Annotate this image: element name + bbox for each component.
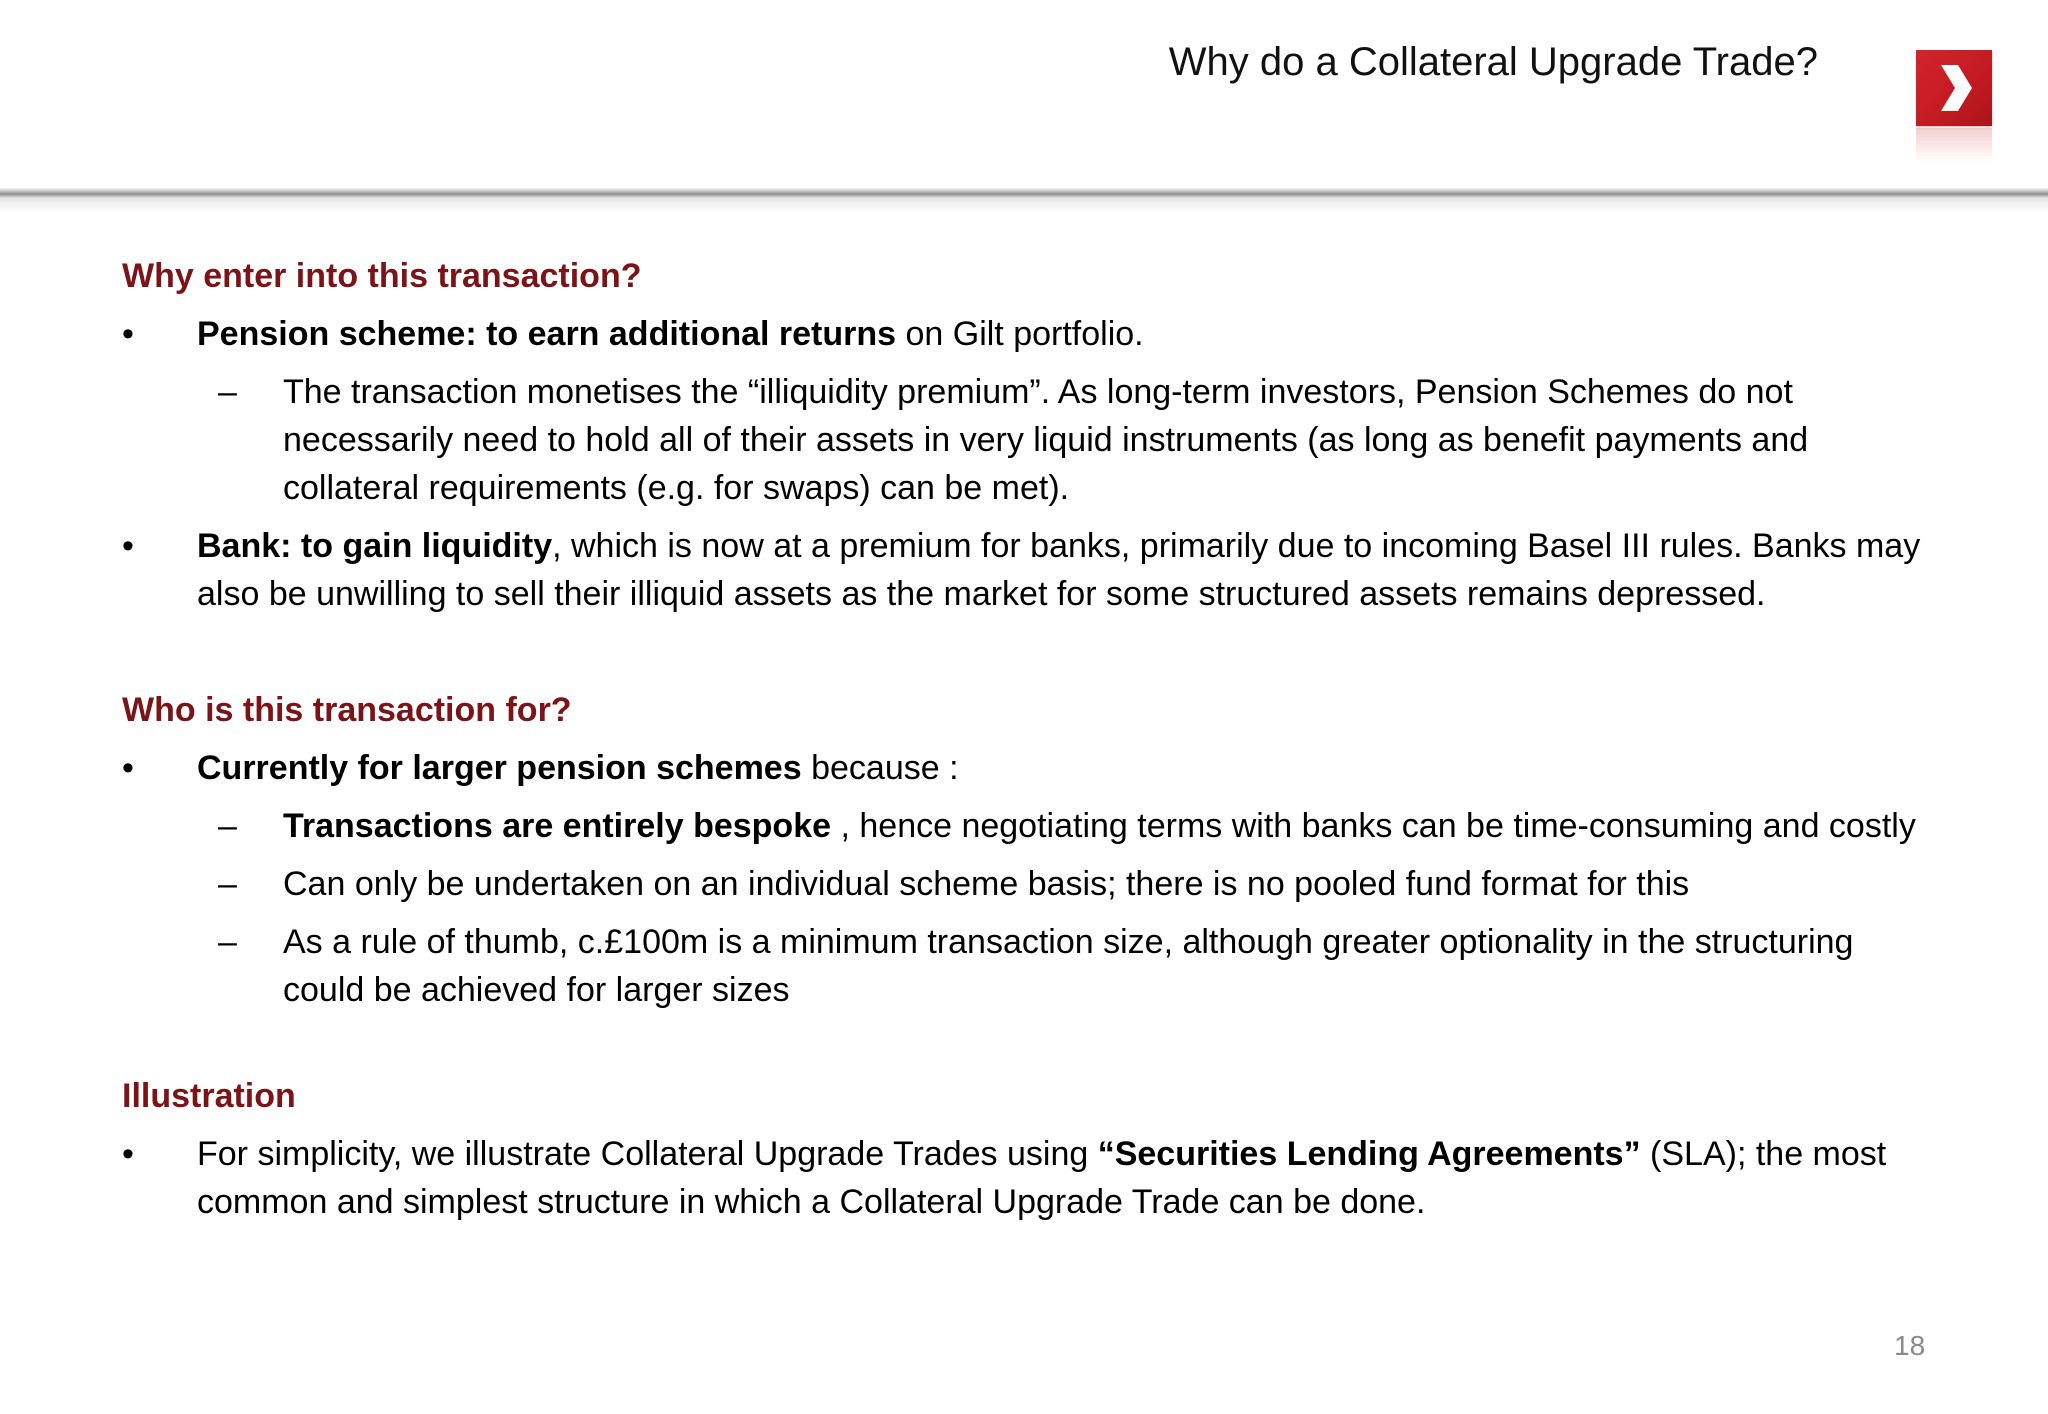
- bullet-text: because :: [801, 749, 959, 787]
- section-heading-illustration: Illustration: [122, 1077, 296, 1115]
- bullet-text: For simplicity, we illustrate Collateral Upgrade Trades using: [197, 1135, 1098, 1173]
- section-heading-why-enter: Why enter into this transaction?: [122, 257, 642, 295]
- slide-title: Why do a Collateral Upgrade Trade?: [1168, 40, 1818, 84]
- subbullet-text: As a rule of thumb, c.£100m is a minimum transaction size, although greater optionality in the structuring could be achieved for larger sizes: [283, 923, 1854, 1009]
- bullet-bold-text: Currently for larger pension schemes: [197, 749, 802, 787]
- chevron-right-icon: [1916, 50, 1992, 126]
- bullet-marker: •: [122, 749, 134, 787]
- bullet-bold-text: “Securities Lending Agreements”: [1097, 1135, 1641, 1173]
- bullet-bold-text: Pension scheme: to earn additional returns: [197, 315, 897, 353]
- subbullet-individual-basis: [122, 860, 1942, 908]
- subbullet-bold-text: Transactions are entirely bespoke: [283, 807, 832, 845]
- dash-marker: –: [218, 923, 237, 961]
- bullet-marker: •: [122, 527, 134, 565]
- dash-marker: –: [218, 865, 237, 903]
- subbullet-text: Can only be undertaken on an individual scheme basis; there is no pooled fund format for this: [283, 865, 1690, 903]
- section-spacer: [122, 1024, 1942, 1072]
- bullet-sla: [122, 1130, 1942, 1226]
- bullet-bank-liquidity: [122, 522, 1942, 618]
- subbullet-illiquidity-premium: [122, 368, 1942, 512]
- section-spacer: [122, 628, 1942, 686]
- company-logo: [1916, 50, 1992, 126]
- page-number: 18: [1894, 1330, 1926, 1361]
- bullet-marker: •: [122, 1135, 134, 1173]
- subbullet-minimum-size: [122, 918, 1942, 1014]
- bullet-text: on Gilt portfolio.: [896, 315, 1144, 353]
- bullet-marker: •: [122, 315, 134, 353]
- header-divider: [0, 188, 2048, 198]
- logo-reflection: [1916, 128, 1992, 162]
- bullet-bold-text: Bank: to gain liquidity: [197, 527, 553, 565]
- slide-content: [122, 252, 1942, 1236]
- bullet-pension-scheme: [122, 310, 1942, 358]
- subbullet-text: , hence negotiating terms with banks can be time-consuming and costly: [831, 807, 1916, 845]
- bullet-larger-schemes: [122, 744, 1942, 792]
- header-divider-shadow: [0, 198, 2048, 212]
- subbullet-bespoke: [122, 802, 1942, 850]
- bullet-text: , which is now at a premium for banks, primarily due to incoming Basel III rules. Banks may also be unwilling to sell their illiquid assets as the market for some structured assets remains depressed.: [197, 527, 1921, 613]
- dash-marker: –: [218, 807, 237, 845]
- dash-marker: –: [218, 373, 237, 411]
- bullet-text: (SLA); the most common and simplest structure in which a Collateral Upgrade Trade can be done.: [197, 1135, 1887, 1221]
- section-heading-who-for: Who is this transaction for?: [122, 691, 572, 729]
- subbullet-text: The transaction monetises the “illiquidity premium”. As long-term investors, Pension Schemes do not necessarily need to hold all of their assets in very liquid instruments (as long as benefit payments and collateral requirements (e.g. for swaps) can be met).: [283, 373, 1809, 507]
